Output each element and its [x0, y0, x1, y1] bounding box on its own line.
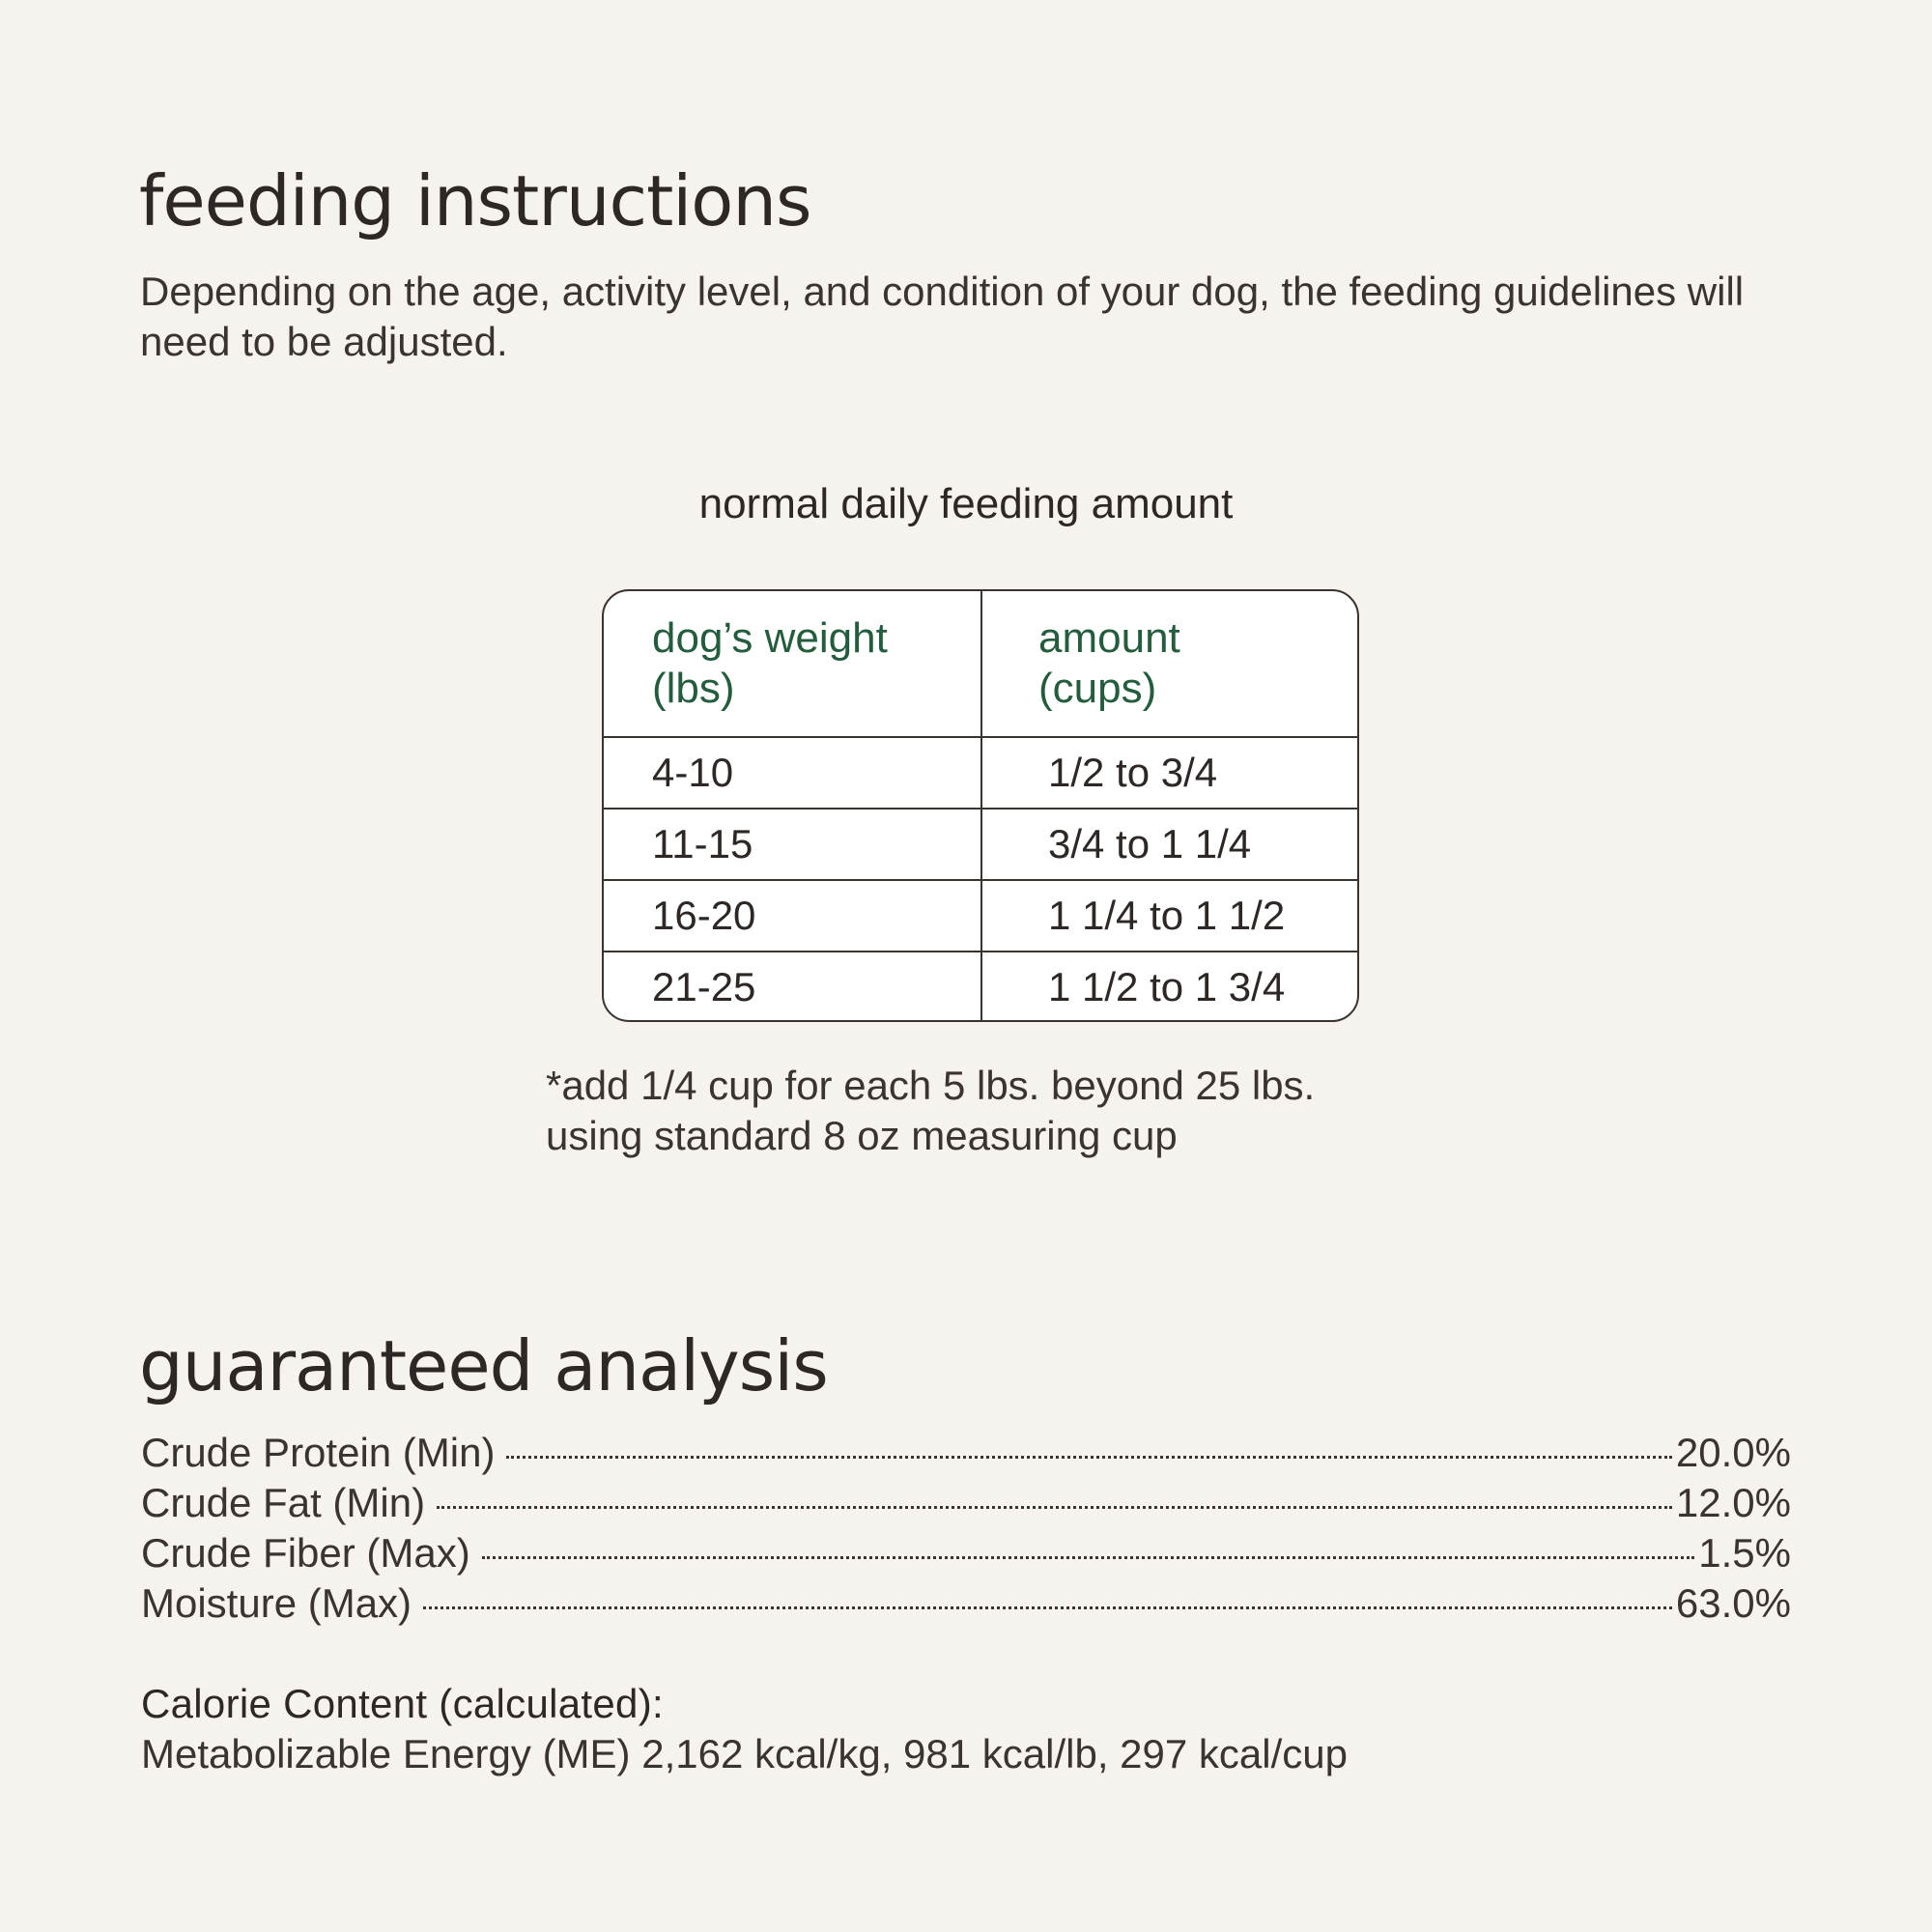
amount-cell: 3/4 to 1 1/4: [1048, 821, 1252, 867]
guaranteed-analysis-title: guaranteed analysis: [139, 1325, 828, 1406]
table-row: [604, 951, 1357, 1022]
table-row: [604, 879, 1357, 951]
calorie-content-title: Calorie Content (calculated):: [141, 1681, 664, 1726]
feeding-intro-text: Depending on the age, activity level, and condition of your dog, the feeding guidelines will need to be adjusted.: [140, 269, 1745, 364]
dot-leader: [482, 1556, 1695, 1559]
weight-cell: 16-20: [604, 881, 982, 951]
calorie-content-text: Metabolizable Energy (ME) 2,162 kcal/kg, 981 kcal/lb, 297 kcal/cup: [141, 1731, 1348, 1776]
header-amount: amount (cups): [1038, 614, 1180, 712]
analysis-item: [141, 1578, 1791, 1629]
analysis-item: [141, 1478, 1791, 1528]
amount-cell: 1 1/2 to 1 3/4: [1048, 964, 1286, 1009]
table-row: [604, 736, 1357, 808]
analysis-value: 12.0%: [1675, 1480, 1791, 1525]
amount-cell: 1/2 to 3/4: [1048, 750, 1218, 795]
analysis-item: [141, 1428, 1791, 1478]
analysis-value: 20.0%: [1675, 1430, 1791, 1475]
weight-cell: 11-15: [604, 810, 982, 879]
feeding-note-line-1: *add 1/4 cup for each 5 lbs. beyond 25 lbs.: [546, 1063, 1316, 1108]
dot-leader: [437, 1506, 1672, 1509]
feeding-note-line-2: using standard 8 oz measuring cup: [546, 1113, 1178, 1158]
weight-cell: 21-25: [604, 952, 982, 1022]
analysis-label: Moisture (Max): [141, 1580, 412, 1626]
weight-cell: 4-10: [604, 738, 982, 808]
feeding-table-header-row: [604, 591, 1357, 736]
analysis-label: Crude Fat (Min): [141, 1480, 426, 1525]
feeding-note: [546, 1061, 1315, 1161]
analysis-value: 1.5%: [1698, 1530, 1791, 1576]
analysis-item: [141, 1528, 1791, 1578]
dot-leader: [423, 1606, 1672, 1609]
feeding-table-title: normal daily feeding amount: [698, 480, 1234, 527]
amount-cell: 1 1/4 to 1 1/2: [1048, 893, 1286, 938]
analysis-label: Crude Protein (Min): [141, 1430, 496, 1475]
analysis-list: [141, 1428, 1791, 1629]
analysis-label: Crude Fiber (Max): [141, 1530, 470, 1576]
table-row: [604, 808, 1357, 879]
feeding-table: [602, 589, 1359, 1022]
header-dog-weight: dog’s weight (lbs): [604, 591, 982, 736]
analysis-value: 63.0%: [1675, 1580, 1791, 1626]
dot-leader: [506, 1456, 1671, 1459]
feeding-instructions-title: feeding instructions: [139, 160, 811, 242]
